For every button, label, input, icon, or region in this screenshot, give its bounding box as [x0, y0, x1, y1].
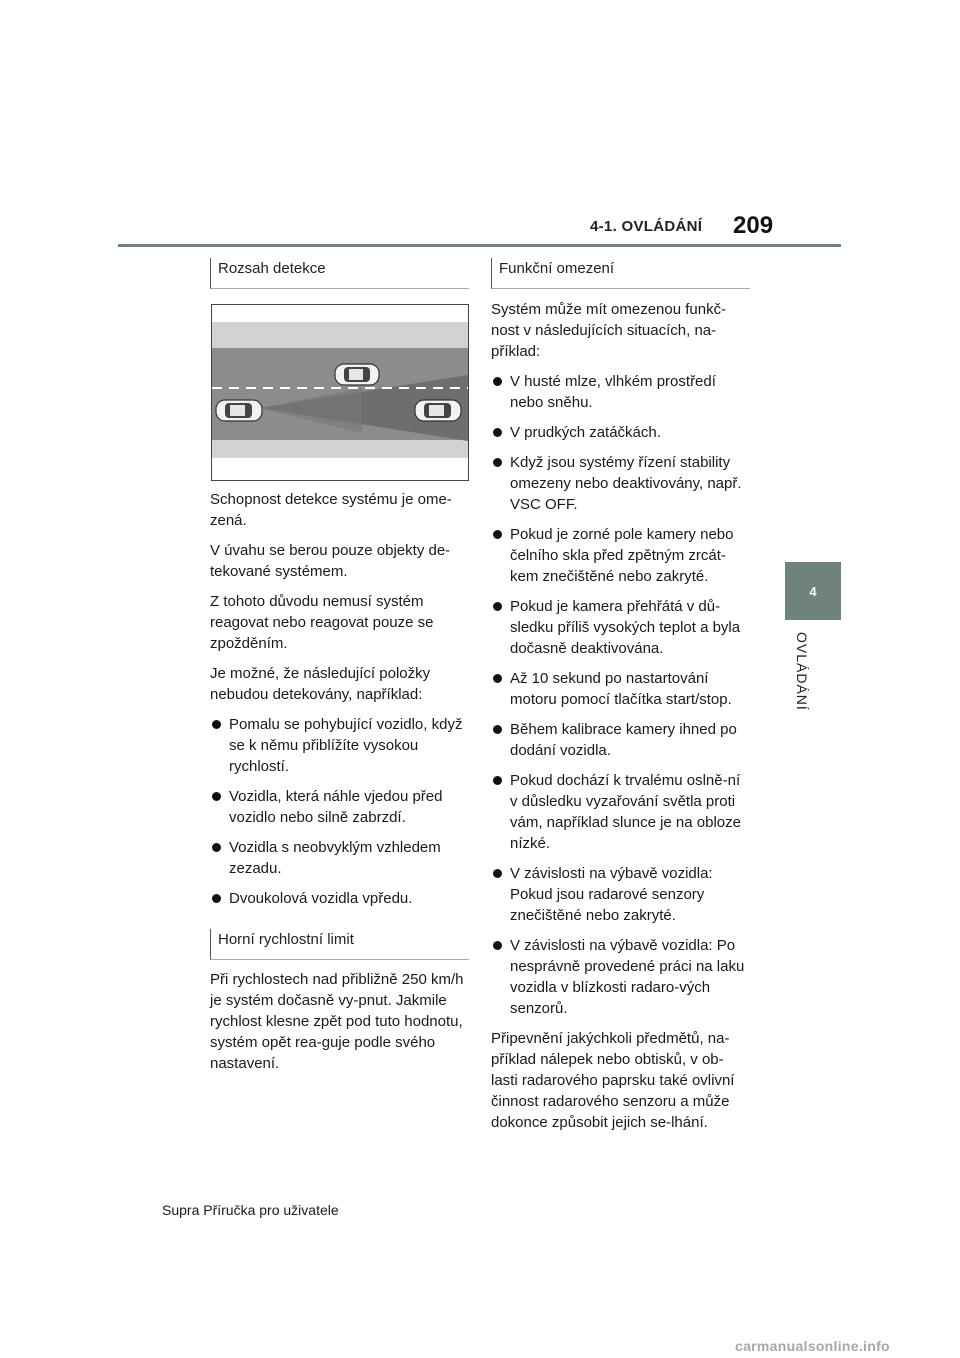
car-ahead: [415, 400, 461, 421]
list-item: Pokud je zorné pole kamery nebo čelního skla před zpětným zrcát-kem znečištěné nebo zakryté.: [491, 524, 750, 587]
bullet-icon: [493, 458, 502, 467]
own-car: [216, 400, 262, 421]
chapter-label: OVLÁDÁNÍ: [794, 632, 810, 711]
list-item: V závislosti na výbavě vozidla: Pokud jsou radarové senzory znečištěné nebo zakryté.: [491, 863, 750, 926]
road-diagram: [212, 305, 468, 480]
bullet-icon: [493, 869, 502, 878]
speed-limit-paragraph: Při rychlostech nad přibližně 250 km/h je systém dočasně vy-pnut. Jakmile rychlost klesne zpět pod tuto hodnotu, systém opět rea-guje podle svého nastavení.: [210, 971, 464, 1072]
section-title: 4-1. OVLÁDÁNÍ: [590, 218, 703, 235]
limitations-closing: Připevnění jakýchkoli předmětů, na-příklad nálepek nebo obtisků, v ob-lasti radarového paprsku také ovlivní činnost radarového senzoru a může dokonce způsobit jejich se-lhání.: [491, 1030, 735, 1131]
detection-paragraph-1: Schopnost detekce systému je ome-zená.: [210, 491, 452, 529]
list-item: Pokud dochází k trvalému oslně-ní v důsledku vyzařování světla proti vám, například slunce je na obloze nízké.: [491, 770, 750, 854]
bullet-icon: [212, 720, 221, 729]
detection-paragraph-3: Z tohoto důvodu nemusí systém reagovat nebo reagovat pouze se zpožděním.: [210, 593, 434, 652]
list-item: Až 10 sekund po nastartování motoru pomocí tlačítka start/stop.: [491, 668, 750, 710]
detection-range-heading: Rozsah detekce: [210, 258, 469, 289]
bullet-icon: [493, 725, 502, 734]
car-front-left-lane: [335, 364, 379, 385]
bullet-icon: [212, 894, 221, 903]
watermark: carmanualsonline.info: [735, 1338, 890, 1354]
list-item: Během kalibrace kamery ihned po dodání vozidla.: [491, 719, 750, 761]
list-item: V prudkých zatáčkách.: [491, 422, 750, 443]
bullet-icon: [493, 377, 502, 386]
bullet-icon: [212, 792, 221, 801]
list-item: V závislosti na výbavě vozidla: Po nesprávně provedené práci na laku vozidla v blízkosti radaro-vých senzorů.: [491, 935, 750, 1019]
right-column: [490, 258, 750, 1142]
bullet-icon: [212, 843, 221, 852]
list-item: Dvoukolová vozidla vpředu.: [210, 888, 469, 909]
chapter-number: 4: [809, 583, 817, 599]
list-item: Pokud je kamera přehřátá v dů-sledku příliš vysokých teplot a byla dočasně deaktivována.: [491, 596, 750, 659]
bullet-icon: [493, 941, 502, 950]
bullet-icon: [493, 530, 502, 539]
list-item: Vozidla s neobvyklým vzhledem zezadu.: [210, 837, 469, 879]
list-item: V husté mlze, vlhkém prostředí nebo sněhu.: [491, 371, 750, 413]
shoulder-top: [212, 322, 468, 348]
bullet-icon: [493, 602, 502, 611]
detection-range-illustration: [211, 304, 469, 481]
detection-paragraph-4: Je možné, že následující položky nebudou detekovány, například:: [210, 665, 431, 703]
limitations-intro: Systém může mít omezenou funkč-nost v následujících situacích, na-příklad:: [491, 301, 727, 360]
list-item: Pomalu se pohybující vozidlo, když se k němu přiblížíte vysokou rychlostí.: [210, 714, 469, 777]
manual-title: Supra Příručka pro uživatele: [162, 1202, 339, 1218]
list-item: Když jsou systémy řízení stability omezeny nebo deaktivovány, např. VSC OFF.: [491, 452, 750, 515]
bullet-icon: [493, 428, 502, 437]
header-rule: [118, 244, 841, 247]
bullet-icon: [493, 674, 502, 683]
list-item: Vozidla, která náhle vjedou před vozidlo nebo silně zabrzdí.: [210, 786, 469, 828]
left-column: [209, 258, 469, 1083]
limitations-heading: Funkční omezení: [491, 258, 750, 289]
page-number: 209: [733, 212, 774, 239]
shoulder-bottom: [212, 440, 468, 458]
limitations-list: [490, 371, 750, 1019]
undetected-items-list: [209, 714, 469, 909]
bullet-icon: [493, 776, 502, 785]
chapter-tab: [785, 562, 841, 620]
detection-paragraph-2: V úvahu se berou pouze objekty de-tekované systémem.: [210, 542, 451, 580]
speed-limit-heading: Horní rychlostní limit: [210, 929, 469, 960]
